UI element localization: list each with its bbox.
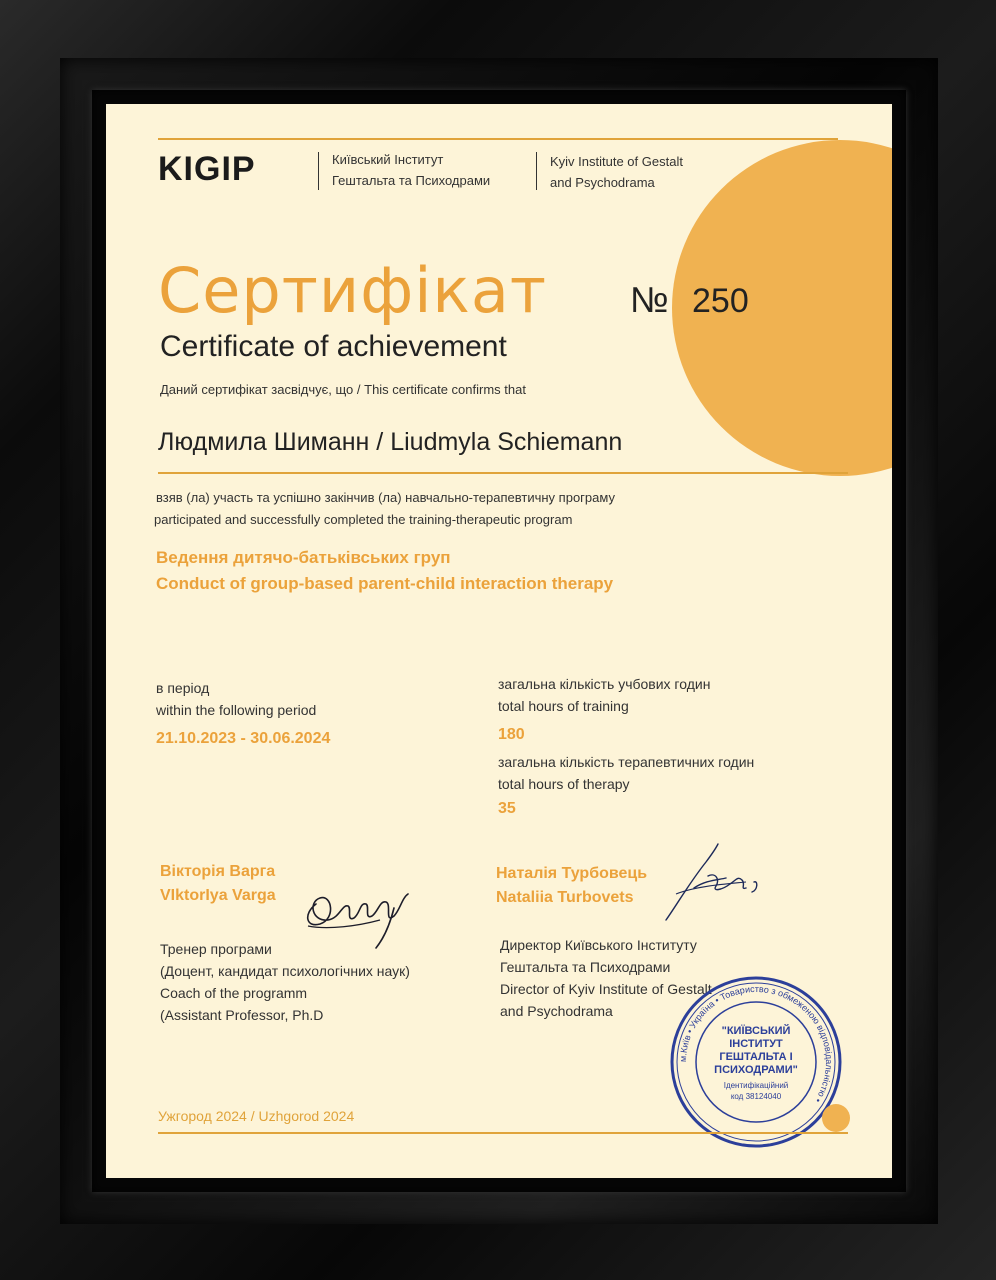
signatory-right-role-4: and Psychodrama <box>500 1003 613 1019</box>
seal-line4: ПСИХОДРАМИ" <box>714 1064 798 1076</box>
certificate-title-uk: Сертифікат <box>158 254 547 327</box>
kigip-logo: KIGIP <box>158 150 256 188</box>
signatory-left-role-3: Coach of the programm <box>160 985 308 1001</box>
recipient-name: Людмила Шиманн / Liudmyla Schiemann <box>158 428 623 456</box>
signatory-left-name-uk: Вікторія Варга <box>160 863 276 880</box>
period-label-uk: в період <box>156 680 210 696</box>
footer-city-year: Ужгород 2024 / Uzhgorod 2024 <box>158 1108 355 1124</box>
program-title-uk: Ведення дитячо-батьківських груп <box>156 548 451 567</box>
header-separator <box>318 152 319 190</box>
signatory-left-name <box>160 860 276 908</box>
seal-ring-text: м.Київ • Україна • Товариство з обмеженою відповідальністю • <box>677 983 835 1105</box>
certificate-title-en: Certificate of achievement <box>160 330 507 363</box>
certificate-number: 250 <box>692 282 749 320</box>
signatory-left-role-4: (Assistant Professor, Ph.D <box>160 1007 324 1023</box>
confirm-text: Даний сертифікат засвідчує, що / This certificate confirms that <box>160 382 526 397</box>
signatory-right-role-3: Director of Kyiv Institute of Gestalt <box>500 981 712 997</box>
training-hours-label-uk: загальна кількість учбових годин <box>498 676 711 692</box>
program-title-en: Conduct of group-based parent-child interaction therapy <box>156 574 614 593</box>
period-value: 21.10.2023 - 30.06.2024 <box>156 730 331 747</box>
period-label-en: within the following period <box>156 702 317 718</box>
therapy-hours-label-uk: загальна кількість терапевтичних годин <box>498 754 755 770</box>
signatory-left-role-2: (Доцент, кандидат психологічних наук) <box>160 963 410 979</box>
therapy-hours-value: 35 <box>498 800 516 817</box>
top-rule <box>158 138 838 140</box>
institute-en-line2: and Psychodrama <box>550 175 655 190</box>
official-seal <box>668 974 844 1150</box>
seal-line6: код 38124040 <box>730 1092 782 1101</box>
signatory-right-role-2: Гештальта та Психодрами <box>500 959 671 975</box>
bottom-rule <box>158 1132 848 1134</box>
signatory-left-role-1: Тренер програми <box>160 941 272 957</box>
header-institute-en <box>550 151 683 193</box>
signatory-right-role-1: Директор Київського Інституту <box>500 937 697 953</box>
training-hours-value: 180 <box>498 726 525 743</box>
header-separator <box>536 152 537 190</box>
name-rule <box>158 472 848 474</box>
seal-line2: ІНСТИТУТ <box>729 1038 783 1050</box>
institute-en-line1: Kyiv Institute of Gestalt <box>550 154 683 169</box>
decorative-dot <box>822 1104 850 1132</box>
participation-en: participated and successfully completed the training-therapeutic program <box>154 512 573 527</box>
participation-uk: взяв (ла) участь та успішно закінчив (ла) навчально-терапевтичну програму <box>156 490 615 505</box>
signatory-left-role <box>160 938 410 1026</box>
seal-line5: Ідентифікаційний <box>723 1081 789 1090</box>
training-hours-label-en: total hours of training <box>498 698 629 714</box>
signature-right <box>646 836 786 926</box>
signatory-right-name <box>496 862 647 910</box>
therapy-hours-label-en: total hours of therapy <box>498 776 630 792</box>
seal-line1: "КИЇВСЬКИЙ <box>721 1025 791 1037</box>
header-institute-uk <box>332 149 490 191</box>
certificate-paper <box>106 104 892 1178</box>
institute-uk-line2: Гештальта та Психодрами <box>332 173 491 188</box>
signatory-right-name-uk: Наталія Турбовець <box>496 865 648 882</box>
signatory-right-name-en: Nataliia Turbovets <box>496 889 634 906</box>
signatory-left-name-en: VIktorIya Varga <box>160 887 276 904</box>
number-sign: № <box>630 279 669 320</box>
institute-uk-line1: Київський Інститут <box>332 152 444 167</box>
seal-line3: ГЕШТАЛЬТА І <box>719 1051 793 1063</box>
